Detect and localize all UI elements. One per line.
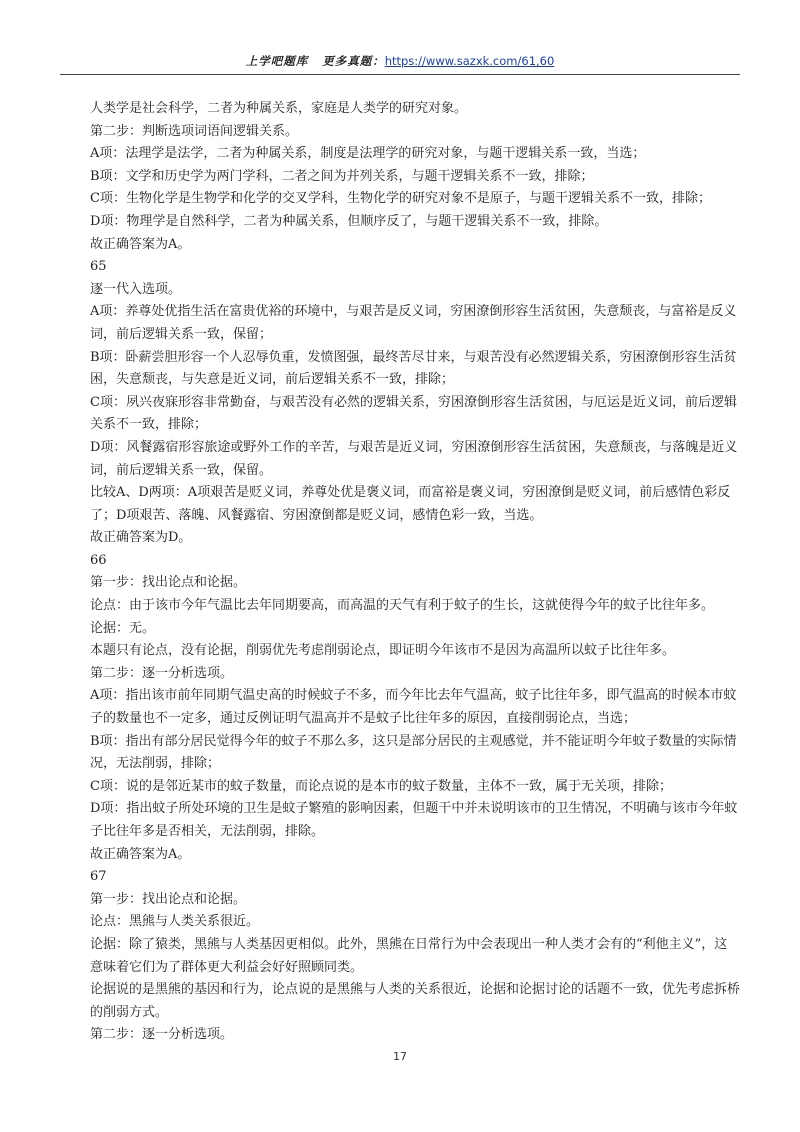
text-line: 逐一代入选项。 xyxy=(90,281,182,297)
text-line: 第一步：找出论点和论据。 xyxy=(90,891,247,907)
text-line: 第二步：逐一分析选项。 xyxy=(90,1027,234,1043)
text-line: A项：养尊处优指生活在富贵优裕的环境中，与艰苦是反义词，穷困潦倒形容生活贫困，失意颓丧，与富裕是反义词，前后逻辑关系一致，保留； xyxy=(90,304,737,342)
header-more-label: 更多真题： xyxy=(322,54,385,68)
text-line: 人类学是社会科学，二者为种属关系，家庭是人类学的研究对象。 xyxy=(90,101,468,116)
text-line: B项：卧薪尝胆形容一个人忍辱负重，发愤图强，最终苦尽甘来，与艰苦没有必然逻辑关系，穷困潦倒形容生活贫困，失意颓丧，与失意是近义词，前后逻辑关系不一致，排除； xyxy=(90,349,737,388)
text-line: 第二步：判断选项词语间逻辑关系。 xyxy=(90,123,299,139)
text-line: 论据说的是黑熊的基因和行为，论点说的是黑熊与人类的关系很近，论据和论据讨论的话题不一致，优先考虑拆桥的削弱方式。 xyxy=(90,982,741,1020)
text-line: 故正确答案为A。 xyxy=(90,846,191,862)
header-link[interactable]: https://www.sazxk.com/61,60 xyxy=(384,54,555,68)
text-line: B项：文学和历史学为两门学科，二者之间为并列关系，与题干逻辑关系不一致，排除； xyxy=(90,168,594,184)
text-line: 论据：除了猿类，黑熊与人类基因更相似。此外，黑熊在日常行为中会表现出一种人类才会有的“利他主义”，这意味着它们为了群体更大利益会好好照顾同类。 xyxy=(90,936,728,975)
text-line: C项：说的是邻近某市的蚊子数量，而论点说的是本市的蚊子数量，主体不一致，属于无关项，排除； xyxy=(90,778,672,794)
text-line: 比较A、D两项：A项艰苦是贬义词，养尊处优是褒义词，而富裕是褒义词，穷困潦倒是贬义词，前后感情色彩反了；D项艰苦、落魄、风餐露宿、穷困潦倒都是贬义词，感情色彩一致，当选。 xyxy=(90,485,731,523)
text-line: D项：风餐露宿形容旅途或野外工作的辛苦，与艰苦是近义词，穷困潦倒形容生活贫困，失意颓丧，与落魄是近义词，前后逻辑关系一致，保留。 xyxy=(90,439,738,478)
text-line: 论据：无。 xyxy=(90,620,156,636)
header-brand: 上学吧题库 xyxy=(245,54,309,68)
text-line: B项：指出有部分居民觉得今年的蚊子不那么多，这只是部分居民的主观感觉，并不能证明今年蚊子数量的实际情况，无法削弱，排除； xyxy=(90,733,737,772)
text-line: 第一步：找出论点和论据。 xyxy=(90,575,247,591)
text-line: 第二步：逐一分析选项。 xyxy=(90,665,234,681)
question-number: 67 xyxy=(90,869,107,885)
question-number: 65 xyxy=(90,259,107,275)
text-line: D项：指出蚊子所处环境的卫生是蚊子繁殖的影响因素，但题干中并未说明该市的卫生情况，不明确与该市今年蚊子比往年多是否相关，无法削弱，排除。 xyxy=(90,801,738,839)
text-line: A项：法理学是法学，二者为种属关系，制度是法理学的研究对象，与题干逻辑关系一致，当选； xyxy=(90,146,646,162)
text-line: C项：夙兴夜寐形容非常勤奋，与艰苦没有必然的逻辑关系，穷困潦倒形容生活贫困，与厄运是近义词，前后逻辑关系不一致，排除； xyxy=(90,394,737,433)
text-line: A项：指出该市前年同期气温史高的时候蚊子不多，而今年比去年气温高，蚊子比往年多，即气温高的时候本市蚊子的数量也不一定多，通过反例证明气温高并不是蚊子比往年多的原因，直接削弱论点，当选； xyxy=(90,688,737,727)
question-number: 66 xyxy=(90,552,107,568)
document-body xyxy=(90,98,740,1047)
page-number: 17 xyxy=(393,1050,407,1063)
text-line: 本题只有论点，没有论据，削弱优先考虑削弱论点，即证明今年该市不是因为高温所以蚊子比往年多。 xyxy=(90,643,676,659)
text-line: D项：物理学是自然科学，二者为种属关系，但顺序反了，与题干逻辑关系不一致，排除。 xyxy=(90,213,608,229)
text-line: 论点：黑熊与人类关系很近。 xyxy=(90,914,260,930)
text-line: 故正确答案为A。 xyxy=(90,236,191,252)
text-line: 故正确答案为D。 xyxy=(90,530,192,546)
text-line: 论点：由于该市今年气温比去年同期要高，而高温的天气有利于蚊子的生长，这就使得今年的蚊子比往年多。 xyxy=(90,598,715,614)
page-header xyxy=(60,52,740,75)
text-line: C项：生物化学是生物学和化学的交叉学科，生物化学的研究对象不是原子，与题干逻辑关系不一致，排除； xyxy=(90,191,711,207)
